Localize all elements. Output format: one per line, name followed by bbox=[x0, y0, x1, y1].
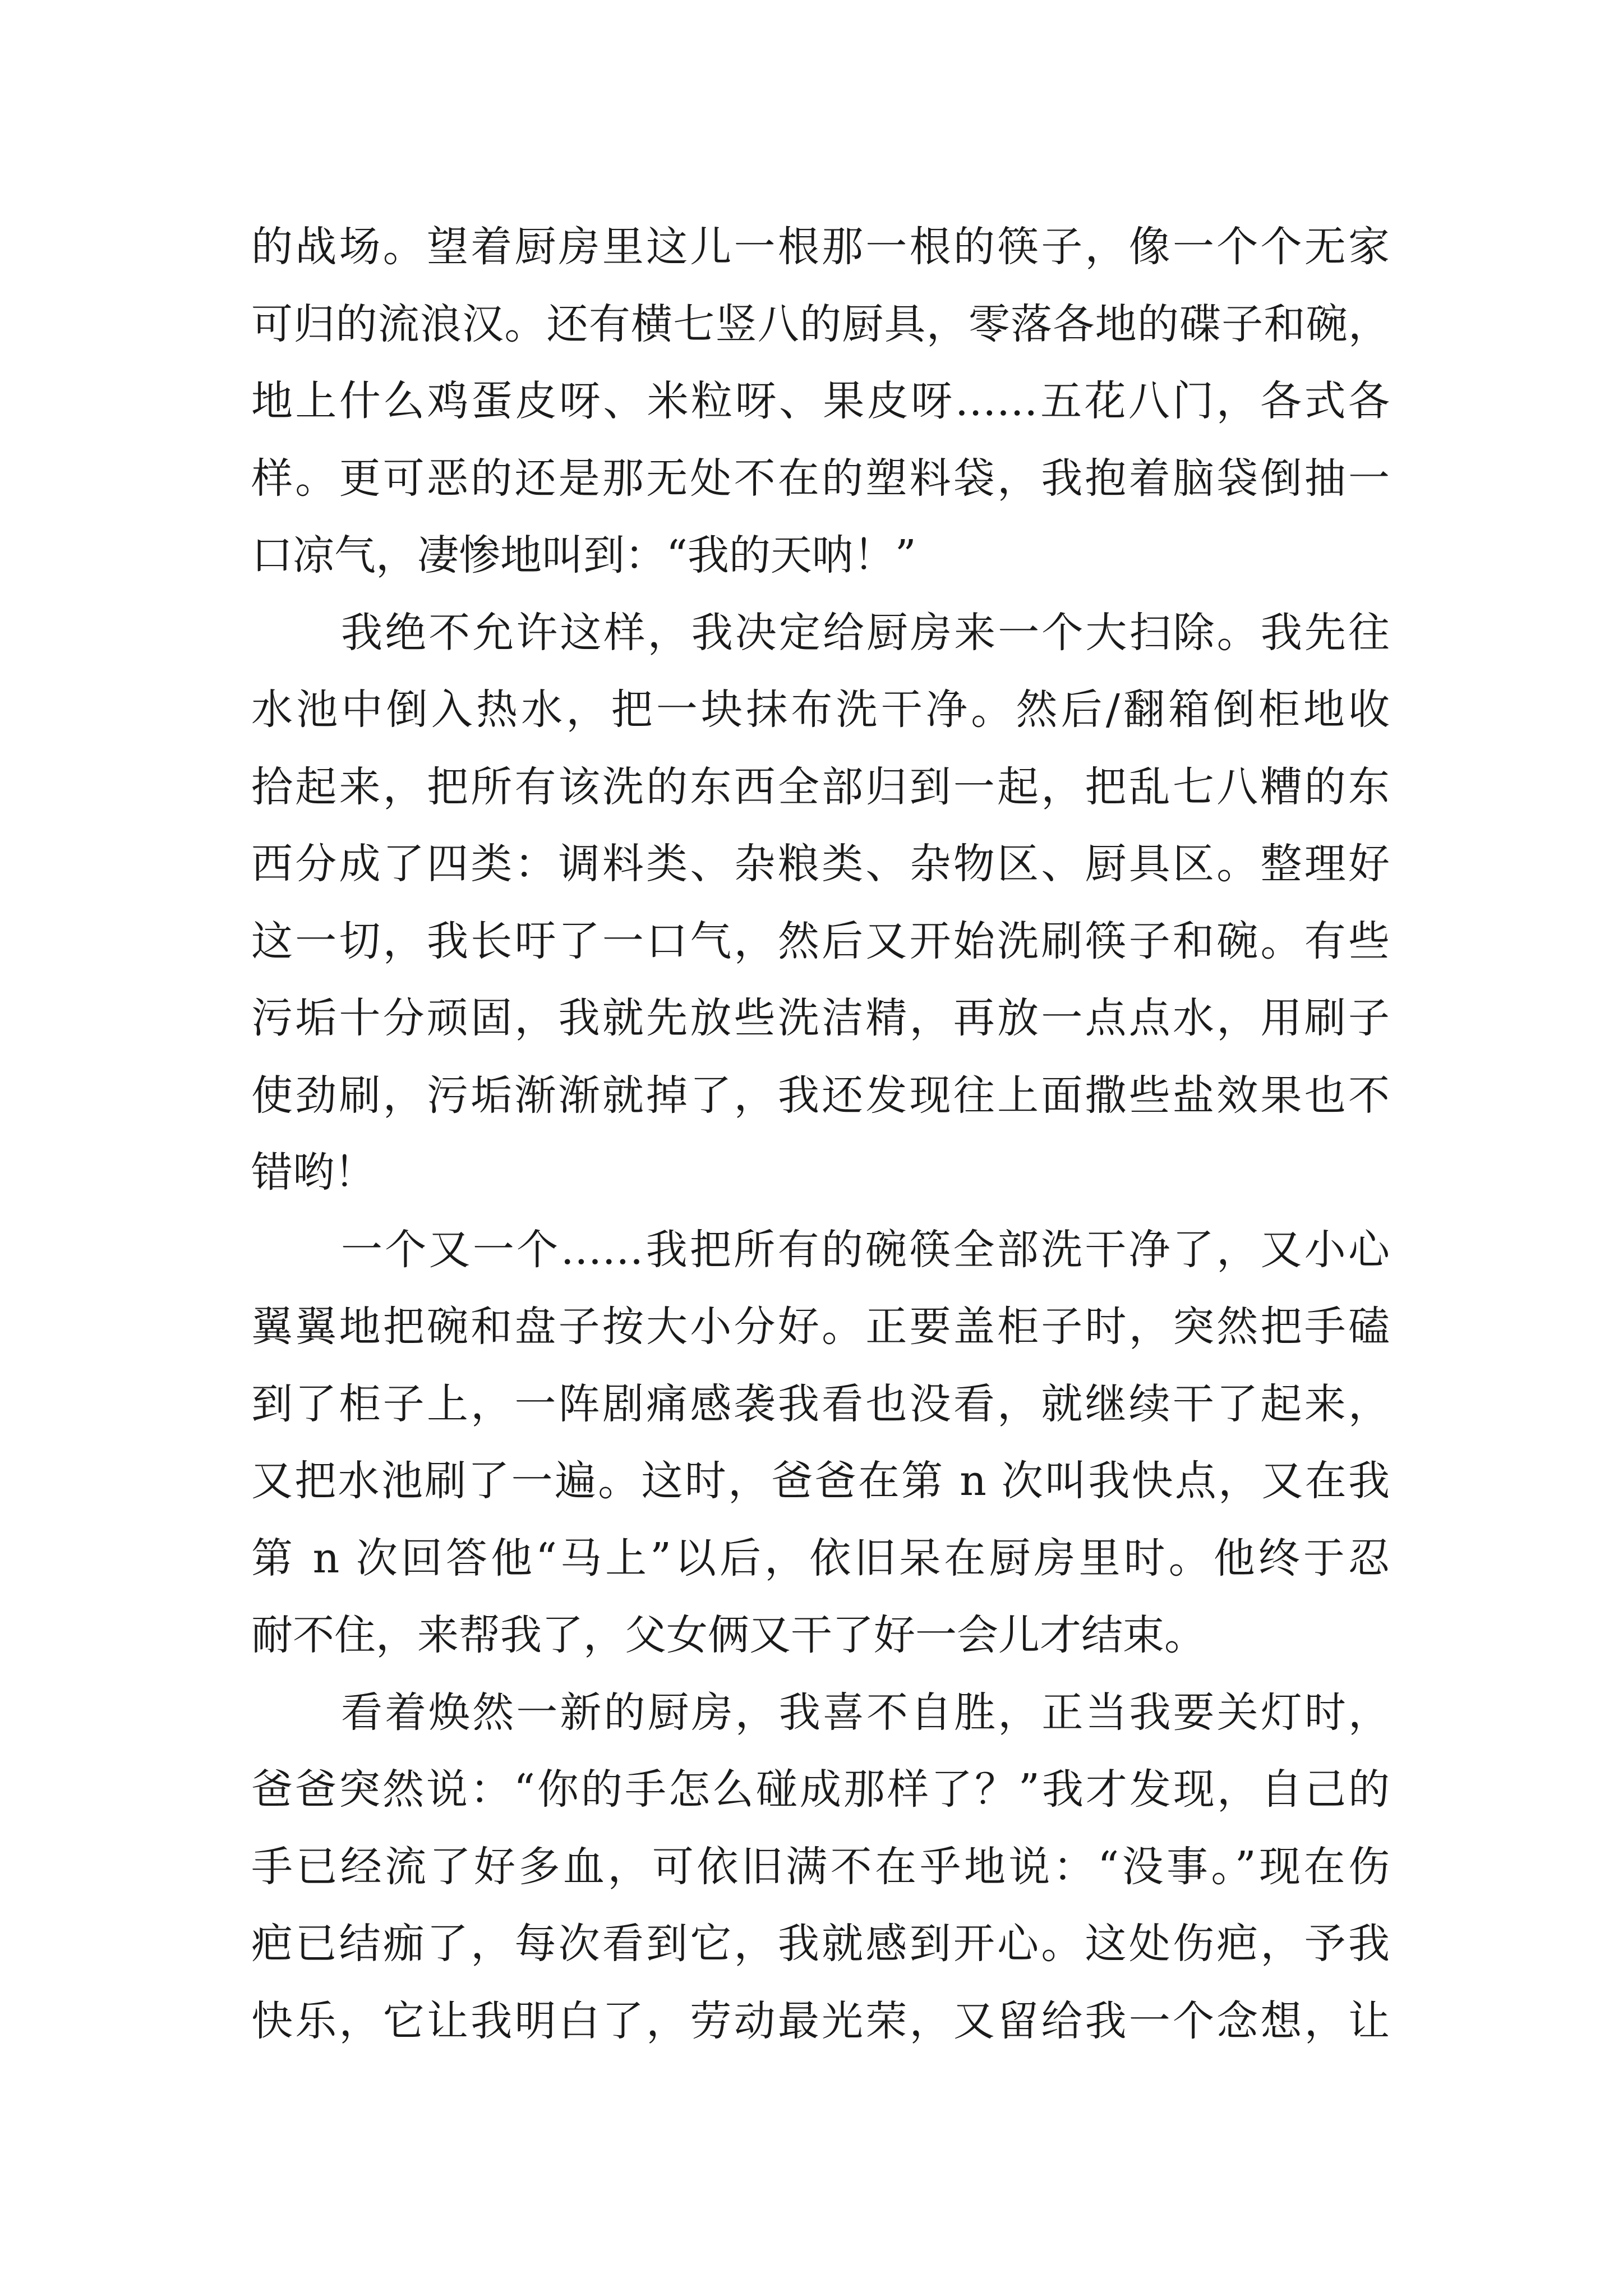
text-line: 污垢十分顽固，我就先放些洗洁精，再放一点点水，用刷子 bbox=[251, 994, 1390, 1042]
text-line: 又把水池刷了一遍。这时，爸爸在第 n 次叫我快点，又在我 bbox=[251, 1457, 1390, 1505]
text-line: 快乐，它让我明白了，劳动最光荣，又留给我一个念想，让 bbox=[251, 1996, 1390, 2045]
text-line: 我绝不允许这样，我决定给厨房来一个大扫除。我先往 bbox=[341, 608, 1390, 657]
text-line: 一个又一个……我把所有的碗筷全部洗干净了，又小心 bbox=[341, 1225, 1390, 1274]
text-line: 使劲刷，污垢渐渐就掉了，我还发现往上面撒些盐效果也不 bbox=[251, 1071, 1390, 1120]
text-line: 样。更可恶的还是那无处不在的塑料袋，我抱着脑袋倒抽一 bbox=[251, 454, 1390, 503]
text-line: 耐不住，来帮我了，父女俩又干了好一会儿才结束。 bbox=[251, 1611, 1206, 1659]
body-text bbox=[251, 209, 1390, 2060]
text-line: 可归的流浪汉。还有横七竖八的厨具，零落各地的碟子和碗， bbox=[251, 300, 1390, 348]
text-line: 爸爸突然说：“你的手怎么碰成那样了？”我才发现，自己的 bbox=[251, 1765, 1390, 1814]
text-line: 的战场。望着厨房里这儿一根那一根的筷子，像一个个无家 bbox=[251, 223, 1390, 271]
text-line: 手已经流了好多血，可依旧满不在乎地说：“没事。”现在伤 bbox=[251, 1842, 1390, 1891]
text-line: 西分成了四类：调料类、杂粮类、杂物区、厨具区。整理好 bbox=[251, 840, 1390, 888]
text-line: 看着焕然一新的厨房，我喜不自胜，正当我要关灯时， bbox=[341, 1688, 1390, 1737]
text-line: 错哟！ bbox=[251, 1148, 376, 1197]
text-line: 地上什么鸡蛋皮呀、米粒呀、果皮呀……五花八门，各式各 bbox=[251, 377, 1390, 425]
text-line: 拾起来，把所有该洗的东西全部归到一起，把乱七八糟的东 bbox=[251, 762, 1390, 811]
text-line: 疤已结痂了，每次看到它，我就感到开心。这处伤疤，予我 bbox=[251, 1920, 1390, 1968]
text-line: 到了柜子上，一阵剧痛感袭我看也没看，就继续干了起来， bbox=[251, 1379, 1390, 1428]
text-line: 第 n 次回答他“马上”以后，依旧呆在厨房里时。他终于忍 bbox=[251, 1534, 1390, 1582]
text-line: 翼翼地把碗和盘子按大小分好。正要盖柜子时，突然把手磕 bbox=[251, 1303, 1390, 1351]
text-line: 这一切，我长吁了一口气，然后又开始洗刷筷子和碗。有些 bbox=[251, 917, 1390, 965]
text-line: 口凉气，凄惨地叫到：“我的天呐！” bbox=[251, 531, 916, 579]
text-line: 水池中倒入热水，把一块抹布洗干净。然后/翻箱倒柜地收 bbox=[251, 685, 1390, 734]
